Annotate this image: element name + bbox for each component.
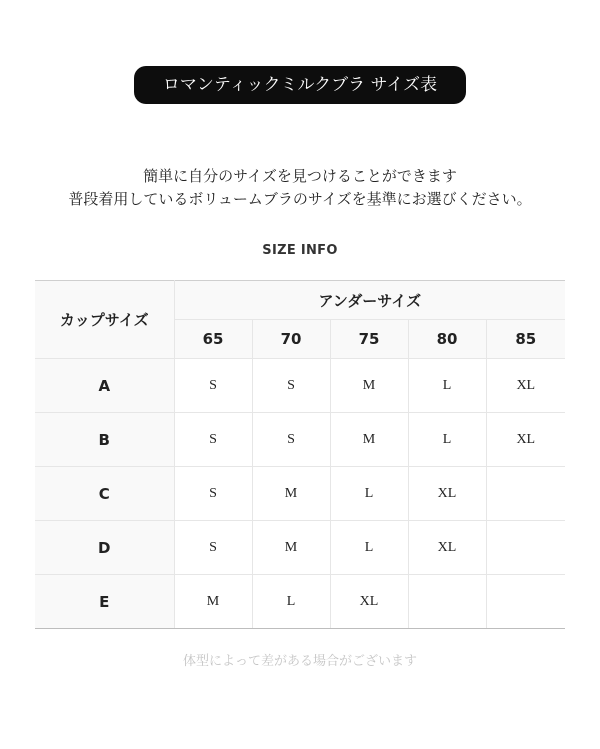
size-cell: XL — [330, 575, 408, 629]
size-cell: M — [330, 359, 408, 413]
cup-label: A — [35, 359, 174, 413]
size-cell: S — [174, 359, 252, 413]
table-row — [35, 359, 565, 413]
cup-label: B — [35, 413, 174, 467]
table-row — [35, 575, 565, 629]
size-chart-title: ロマンティックミルクブラ サイズ表 — [134, 66, 466, 104]
size-table — [35, 280, 565, 629]
size-cell: L — [408, 359, 486, 413]
footnote: 体型によって差がある場合がございます — [182, 654, 417, 669]
cup-label: E — [35, 575, 174, 629]
size-cell: L — [330, 521, 408, 575]
size-cell: L — [330, 467, 408, 521]
size-cell: S — [174, 521, 252, 575]
size-cell — [408, 575, 486, 629]
section-label: SIZE INFO — [262, 243, 338, 258]
size-cell: M — [252, 521, 330, 575]
size-cell: M — [330, 413, 408, 467]
under-size-70: 70 — [252, 320, 330, 359]
under-size-65: 65 — [174, 320, 252, 359]
size-cell — [486, 467, 565, 521]
size-cell: S — [252, 359, 330, 413]
size-cell: S — [174, 467, 252, 521]
under-size-85: 85 — [486, 320, 565, 359]
under-size-80: 80 — [408, 320, 486, 359]
size-cell: L — [408, 413, 486, 467]
size-cell: XL — [486, 413, 565, 467]
intro-line-1: 簡単に自分のサイズを見つけることができます — [143, 167, 457, 185]
size-cell: L — [252, 575, 330, 629]
size-cell: M — [252, 467, 330, 521]
size-cell: M — [174, 575, 252, 629]
table-row — [35, 467, 565, 521]
table-header-row — [35, 281, 565, 320]
table-row — [35, 413, 565, 467]
table-row — [35, 521, 565, 575]
under-size-header: アンダーサイズ — [174, 281, 565, 320]
size-cell: S — [174, 413, 252, 467]
cup-size-header: カップサイズ — [35, 281, 174, 359]
under-size-75: 75 — [330, 320, 408, 359]
size-cell: XL — [486, 359, 565, 413]
cup-label: C — [35, 467, 174, 521]
size-cell: S — [252, 413, 330, 467]
size-cell — [486, 575, 565, 629]
size-cell: XL — [408, 467, 486, 521]
size-cell: XL — [408, 521, 486, 575]
size-cell — [486, 521, 565, 575]
intro-line-2: 普段着用しているボリュームブラのサイズを基準にお選びください。 — [68, 190, 532, 208]
cup-label: D — [35, 521, 174, 575]
